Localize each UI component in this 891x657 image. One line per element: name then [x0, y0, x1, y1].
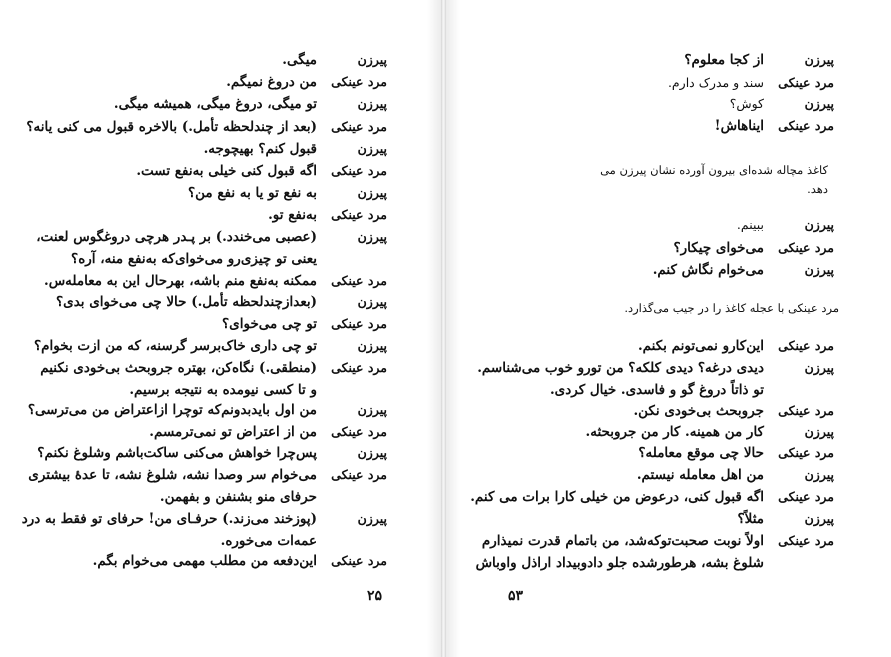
speaker-name: مرد عینکی [331, 207, 387, 222]
dialogue-row [470, 486, 834, 508]
dialogue-text: کوش؟ [729, 96, 764, 111]
speaker-name: مرد عینکی [778, 445, 834, 460]
dialogue-row [506, 508, 834, 530]
dialogue-text: من از اعتراض تو نمی‌ترمسم. [149, 424, 317, 440]
page-number-right: ۵۳ [508, 588, 524, 604]
dialogue-row [95, 93, 387, 115]
dialogue-text: (منطقی.) نگاه‌کن، بهتره جروبحث بی‌خودی نکنیم [40, 360, 317, 376]
speaker-name: پیرزن [357, 229, 387, 244]
dialogue-row [92, 550, 387, 572]
speaker-name: مرد عینکی [778, 489, 834, 504]
dialogue-row [95, 182, 387, 204]
dialogue-text: جروبحث بی‌خودی نکن. [633, 403, 764, 419]
speaker-name: مرد عینکی [331, 163, 387, 178]
dialogue-row [95, 421, 387, 443]
speaker-name: پیرزن [357, 52, 387, 67]
dialogue-text: ایناهاش! [714, 118, 764, 134]
dialogue-row [506, 335, 834, 357]
dialogue-text: من اول بایدبدونم‌که توچرا ازاعتراض من می‌ترسی؟ [27, 402, 317, 418]
dialogue-text: به نفع تو یا به نفع من؟ [187, 185, 317, 201]
dialogue-row [40, 357, 387, 379]
dialogue-text: ببینم. [736, 217, 764, 232]
speaker-name: پیرزن [804, 511, 834, 526]
dialogue-row [506, 379, 834, 401]
speaker-name: پیرزن [804, 360, 834, 375]
speaker-name: پیرزن [357, 294, 387, 309]
dialogue-row [95, 71, 387, 93]
dialogue-row [506, 237, 834, 259]
dialogue-text: حرفای منو بشنفن و بفهمن. [159, 489, 317, 505]
speaker-name: پیرزن [357, 511, 387, 526]
dialogue-row [506, 49, 834, 71]
left-page [0, 0, 441, 657]
speaker-name: پیرزن [357, 445, 387, 460]
dialogue-text: قبول کنم؟ بهیچوجه. [203, 141, 317, 157]
dialogue-text: این‌کارو نمی‌تونم بکنم. [637, 338, 764, 354]
speaker-name: مرد عینکی [331, 273, 387, 288]
speaker-name: مرد عینکی [778, 533, 834, 548]
speaker-name: مرد عینکی [778, 118, 834, 133]
speaker-name: مرد عینکی [331, 424, 387, 439]
dialogue-row [28, 464, 387, 486]
speaker-name: پیرزن [804, 467, 834, 482]
speaker-name: پیرزن [804, 424, 834, 439]
dialogue-row [95, 313, 387, 335]
dialogue-text: من دروغ نمیگم. [226, 74, 317, 90]
dialogue-text: میگی. [282, 52, 317, 68]
dialogue-text: (پوزخند می‌زند.) حرفـای من! حرفای تو فقط به درد [21, 511, 317, 527]
speaker-name: پیرزن [804, 96, 834, 111]
dialogue-row [481, 530, 834, 552]
speaker-name: مرد عینکی [331, 553, 387, 568]
speaker-name: مرد عینکی [778, 75, 834, 90]
dialogue-row [506, 72, 834, 94]
dialogue-text: عمه‌ات می‌خوره. [220, 533, 317, 549]
dialogue-row [37, 442, 387, 464]
dialogue-text: اگه قبول کنی، درعوض من خیلی کارا برات می کنم. [470, 489, 764, 505]
speaker-name: پیرزن [357, 96, 387, 111]
dialogue-row [506, 464, 834, 486]
stage-direction: دهد. [807, 182, 828, 196]
dialogue-row [95, 530, 387, 552]
dialogue-text: می‌خوام نگاش کنم. [652, 262, 764, 278]
speaker-name: پیرزن [804, 52, 834, 67]
dialogue-row [506, 93, 834, 115]
speaker-name: پیرزن [804, 217, 834, 232]
dialogue-text: به‌نفع تو. [268, 207, 317, 223]
stage-direction: مرد عینکی با عجله کاغذ را در جیب می‌گذارد. [624, 301, 839, 315]
dialogue-text: از کجا معلوم؟ [684, 52, 764, 68]
speaker-name: مرد عینکی [331, 74, 387, 89]
dialogue-text: مثلاً؟ [737, 511, 764, 527]
spine-shadow [427, 0, 441, 657]
speaker-name: پیرزن [357, 338, 387, 353]
stage-direction: کاغذ مچاله شده‌ای بیرون آورده نشان پیرزن می‌ [600, 163, 828, 177]
speaker-name: مرد عینکی [331, 467, 387, 482]
dialogue-text: سند و مدرک دارم. [667, 75, 764, 90]
dialogue-row [506, 214, 834, 236]
speaker-name: مرد عینکی [331, 360, 387, 375]
dialogue-row [95, 204, 387, 226]
dialogue-text: (عصبی می‌خندد.) بر پـدر هرچی دروغگوس لعنت، [36, 229, 317, 245]
dialogue-text: یعنی تو چیزی‌رو می‌خوای‌که به‌نفع منه، آره؟ [71, 251, 317, 267]
dialogue-row [506, 115, 834, 137]
dialogue-text: من اهل معامله نیستم. [636, 467, 764, 483]
dialogue-text: این‌دفعه من مطلب مهمی می‌خوام بگم. [92, 553, 317, 569]
dialogue-text: می‌خوای چیکار؟ [673, 240, 764, 256]
page-number-left: ۲۵ [367, 588, 383, 604]
speaker-name: پیرزن [804, 262, 834, 277]
spine-shadow [446, 0, 460, 657]
dialogue-text: تو چی داری خاک‌برسر گرسنه، که من ازت بخوام؟ [33, 338, 317, 354]
dialogue-row [33, 335, 387, 357]
dialogue-text: ممکنه به‌نفع منم باشه، بهرحال این به معامله‌س. [44, 273, 317, 289]
speaker-name: مرد عینکی [778, 240, 834, 255]
dialogue-row [477, 357, 834, 379]
dialogue-row [506, 400, 834, 422]
dialogue-text: پس‌چرا خواهش می‌کنی ساکت‌باشم وشلوغ نکنم؟ [37, 445, 317, 461]
dialogue-row [26, 116, 387, 138]
dialogue-text: (بعدازچندلحظه تأمل.) حالا چی می‌خوای بدی؟ [55, 294, 317, 310]
speaker-name: پیرزن [357, 141, 387, 156]
dialogue-text: می‌خوام سر وصدا نشه، شلوغ نشه، تا عدهٔ بیشتری [28, 467, 317, 483]
dialogue-row [506, 421, 834, 443]
speaker-name: پیرزن [357, 185, 387, 200]
dialogue-text: اگه قبول کنی خیلی به‌نفع تست. [136, 163, 317, 179]
dialogue-row [36, 226, 387, 248]
dialogue-text: تو چی می‌خوای؟ [221, 316, 317, 332]
dialogue-row [95, 160, 387, 182]
speaker-name: مرد عینکی [778, 403, 834, 418]
dialogue-text: و تا کسی نیومده به نتیجه برسیم. [129, 382, 317, 398]
dialogue-row [27, 399, 387, 421]
dialogue-row [21, 508, 387, 530]
dialogue-row [475, 552, 834, 574]
dialogue-text: (بعد از چندلحظه تأمل.) بالاخره قبول می کنی یانه؟ [26, 119, 317, 135]
dialogue-text: شلوغ بشه، هرطورشده جلو دادوبیداد اراذل واوباش [475, 555, 764, 571]
dialogue-row [55, 291, 387, 313]
speaker-name: مرد عینکی [331, 119, 387, 134]
dialogue-row [506, 259, 834, 281]
dialogue-row [71, 248, 387, 270]
dialogue-text: تو میگی، دروغ میگی، همیشه میگی. [113, 96, 317, 112]
dialogue-row [95, 486, 387, 508]
speaker-name: مرد عینکی [331, 316, 387, 331]
dialogue-row [44, 270, 387, 292]
dialogue-text: حالا چی موقع معامله؟ [638, 445, 764, 461]
dialogue-text: اولاً نوبت صحبت‌توکه‌شد، من باتمام قدرت نمیذارم [481, 533, 764, 549]
right-page [446, 0, 891, 657]
dialogue-text: دیدی درغه؟ دیدی کلکه؟ من تورو خوب می‌شناسم. [477, 360, 764, 376]
dialogue-row [95, 138, 387, 160]
dialogue-row [95, 49, 387, 71]
speaker-name: مرد عینکی [778, 338, 834, 353]
dialogue-row [506, 442, 834, 464]
speaker-name: پیرزن [357, 402, 387, 417]
dialogue-row [95, 379, 387, 401]
dialogue-text: کار من همینه. کار من جروبحثه. [585, 424, 764, 440]
dialogue-text: تو ذاتاً دروغ گو و فاسدی. خیال کردی. [549, 382, 764, 398]
